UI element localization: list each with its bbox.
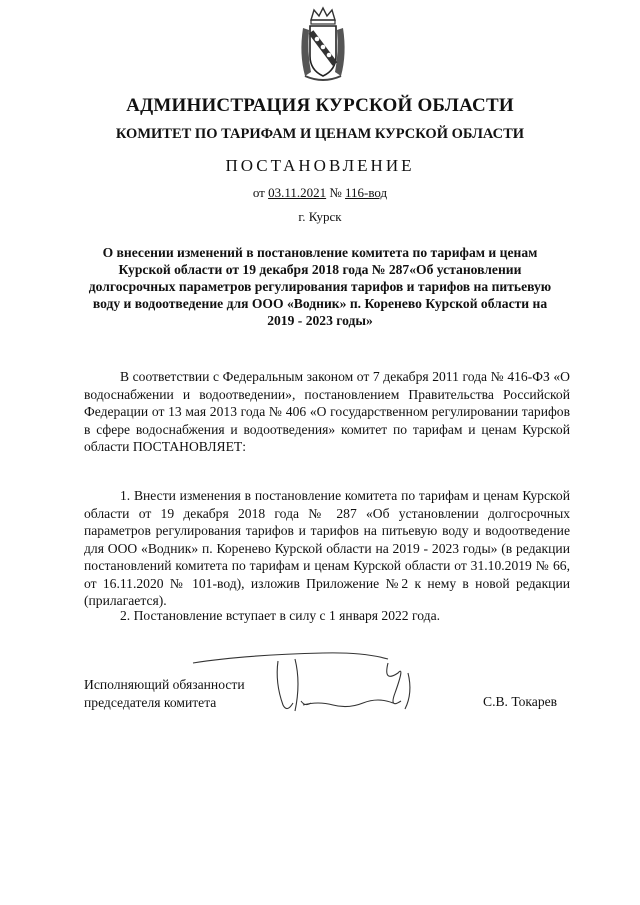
- organization-title: АДМИНИСТРАЦИЯ КУРСКОЙ ОБЛАСТИ: [126, 95, 514, 116]
- item-1-paragraph: [84, 487, 570, 610]
- document-heading: О внесении изменений в постановление комитета по тарифам и ценам Курской области от 19 декабря 2018 года № 287«Об установлении долгосрочных параметров регулирования тарифов и тарифов на питьевую воду и водоотведение для ООО «Водник» п. Коренево Курской области на 2019 - 2023 годы»: [88, 245, 552, 328]
- signatory-name: С.В. Токарев: [483, 694, 558, 709]
- item-2-paragraph: [84, 607, 570, 625]
- document-date: 03.11.2021: [268, 185, 327, 200]
- number-sign: №: [329, 185, 342, 200]
- document-number: 116-вод: [345, 185, 388, 200]
- preamble-paragraph: [84, 368, 570, 456]
- position-line-2: председателя комитета: [84, 695, 217, 710]
- date-number-line: [0, 185, 640, 201]
- item-1-text: 1. Внести изменения в постановление комитета по тарифам и ценам Курской области от 19 декабря 2018 года № 287 «Об установлении долгосрочных параметров регулирования тарифов и тарифов на питьевую воду и водоотведение для ООО «Водник» п. Коренево Курской области на 2019 - 2023 годы» (в редакции постановлений комитета по тарифам и ценам Курской области от 31.10.2019 № 66, от 16.11.2020 № 101-вод), изложив Приложение №2 к нему в новой редакции (прилагается).: [84, 488, 570, 608]
- item-2-text: 2. Постановление вступает в силу с 1 января 2022 года.: [120, 608, 440, 623]
- signatory-position: [84, 676, 245, 712]
- preamble-text: В соответствии с Федеральным законом от 7 декабря 2011 года № 416-ФЗ «О водоснабжении и водоотведении», постановлением Правительства Российской Федерации от 13 мая 2013 года № 406 «О государственном регулировании тарифов в сфере водоснабжения и водоотведения» комитет по тарифам и ценам Курской области ПОСТАНОВЛЯЕТ:: [84, 369, 570, 454]
- position-line-1: Исполняющий обязанности: [84, 677, 245, 692]
- coat-of-arms-icon: [297, 6, 349, 82]
- document-type: ПОСТАНОВЛЕНИЕ: [225, 156, 415, 175]
- date-prefix: от: [252, 185, 265, 200]
- committee-title: КОМИТЕТ ПО ТАРИФАМ И ЦЕНАМ КУРСКОЙ ОБЛАСТИ: [115, 126, 525, 142]
- city: г. Курск: [298, 209, 342, 224]
